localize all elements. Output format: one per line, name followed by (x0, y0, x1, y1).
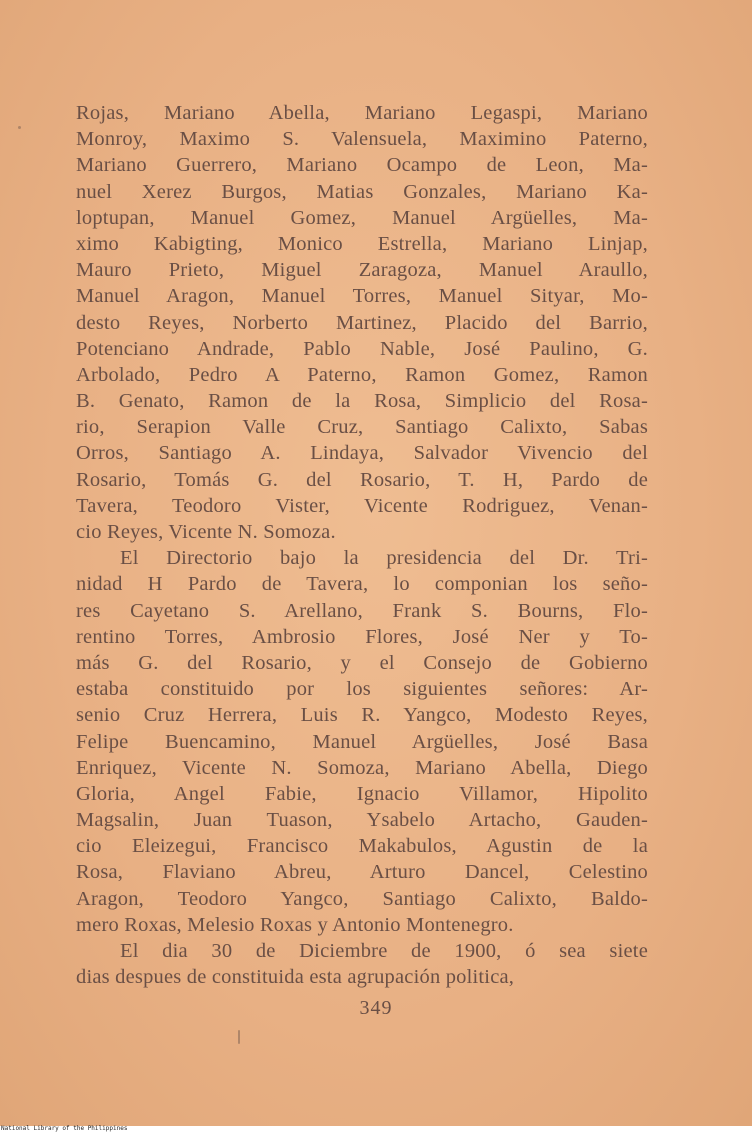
text-line: El Directorio bajo la presidencia del Dr. Tri- (120, 547, 648, 570)
text-line: res Cayetano S. Arellano, Frank S. Bourns, Flo- (76, 599, 648, 622)
text-line: Magsalin, Juan Tuason, Ysabelo Artacho, Gauden- (76, 809, 648, 832)
text-line: cio Reyes, Vicente N. Somoza. (76, 521, 336, 543)
text-line: Potenciano Andrade, Pablo Nable, José Paulino, G. (76, 337, 648, 360)
page-number: 349 (359, 997, 393, 1019)
text-line: Aragon, Teodoro Yangco, Santiago Calixto, Baldo- (76, 887, 648, 910)
text-line: Arbolado, Pedro A Paterno, Ramon Gomez, Ramon (76, 363, 648, 386)
text-line: rio, Serapion Valle Cruz, Santiago Calixto, Sabas (76, 416, 648, 439)
footer-credit: National Library of the Philippines (1, 1125, 128, 1132)
text-line: Enriquez, Vicente N. Somoza, Mariano Abella, Diego (76, 756, 648, 779)
paper-speck (238, 1030, 240, 1044)
text-line: Monroy, Maximo S. Valensuela, Maximino Paterno, (76, 128, 648, 151)
text-line: Rojas, Mariano Abella, Mariano Legaspi, Mariano (76, 102, 648, 124)
text-line: Tavera, Teodoro Vister, Vicente Rodriguez, Venan- (76, 494, 648, 517)
paper-speck (18, 126, 21, 129)
text-line: loptupan, Manuel Gomez, Manuel Argüelles, Ma- (76, 206, 648, 229)
text-line: nidad H Pardo de Tavera, lo componian los seño- (76, 573, 648, 596)
text-line: dias despues de constituida esta agrupación politica, (76, 966, 515, 989)
footer-bar (0, 1126, 752, 1133)
text-line: desto Reyes, Norberto Martinez, Placido del Barrio, (76, 311, 648, 334)
text-line: Manuel Aragon, Manuel Torres, Manuel Sityar, Mo- (76, 285, 648, 308)
text-line: ximo Kabigting, Monico Estrella, Mariano Linjap, (76, 232, 648, 255)
text-line: estaba constituido por los siguientes señores: Ar- (76, 678, 648, 701)
paragraph-3 (76, 938, 648, 990)
text-line: Rosa, Flaviano Abreu, Arturo Dancel, Celestino (76, 861, 648, 884)
text-line: Orros, Santiago A. Lindaya, Salvador Vivencio del (76, 442, 648, 465)
paragraph-1 (76, 100, 648, 545)
text-line: nuel Xerez Burgos, Matias Gonzales, Mariano Ka- (76, 180, 648, 203)
text-line: senio Cruz Herrera, Luis R. Yangco, Modesto Reyes, (76, 704, 648, 727)
text-line: Felipe Buencamino, Manuel Argüelles, José Basa (76, 730, 648, 753)
text-line: Mariano Guerrero, Mariano Ocampo de Leon, Ma- (76, 154, 648, 177)
text-line: más G. del Rosario, y el Consejo de Gobierno (76, 651, 648, 674)
text-line: B. Genato, Ramon de la Rosa, Simplicio del Rosa- (76, 390, 648, 413)
text-line: Rosario, Tomás G. del Rosario, T. H, Pardo de (76, 468, 648, 491)
text-line: cio Eleizegui, Francisco Makabulos, Agustin de la (76, 835, 648, 858)
text-line: Mauro Prieto, Miguel Zaragoza, Manuel Araullo, (76, 259, 648, 282)
body-text (76, 100, 648, 990)
text-line: Gloria, Angel Fabie, Ignacio Villamor, Hipolito (76, 782, 648, 805)
text-line: El dia 30 de Diciembre de 1900, ó sea siete (120, 940, 648, 962)
paragraph-2 (76, 545, 648, 938)
text-line: rentino Torres, Ambrosio Flores, José Ner y To- (76, 625, 648, 648)
text-line: mero Roxas, Melesio Roxas y Antonio Montenegro. (76, 913, 514, 936)
